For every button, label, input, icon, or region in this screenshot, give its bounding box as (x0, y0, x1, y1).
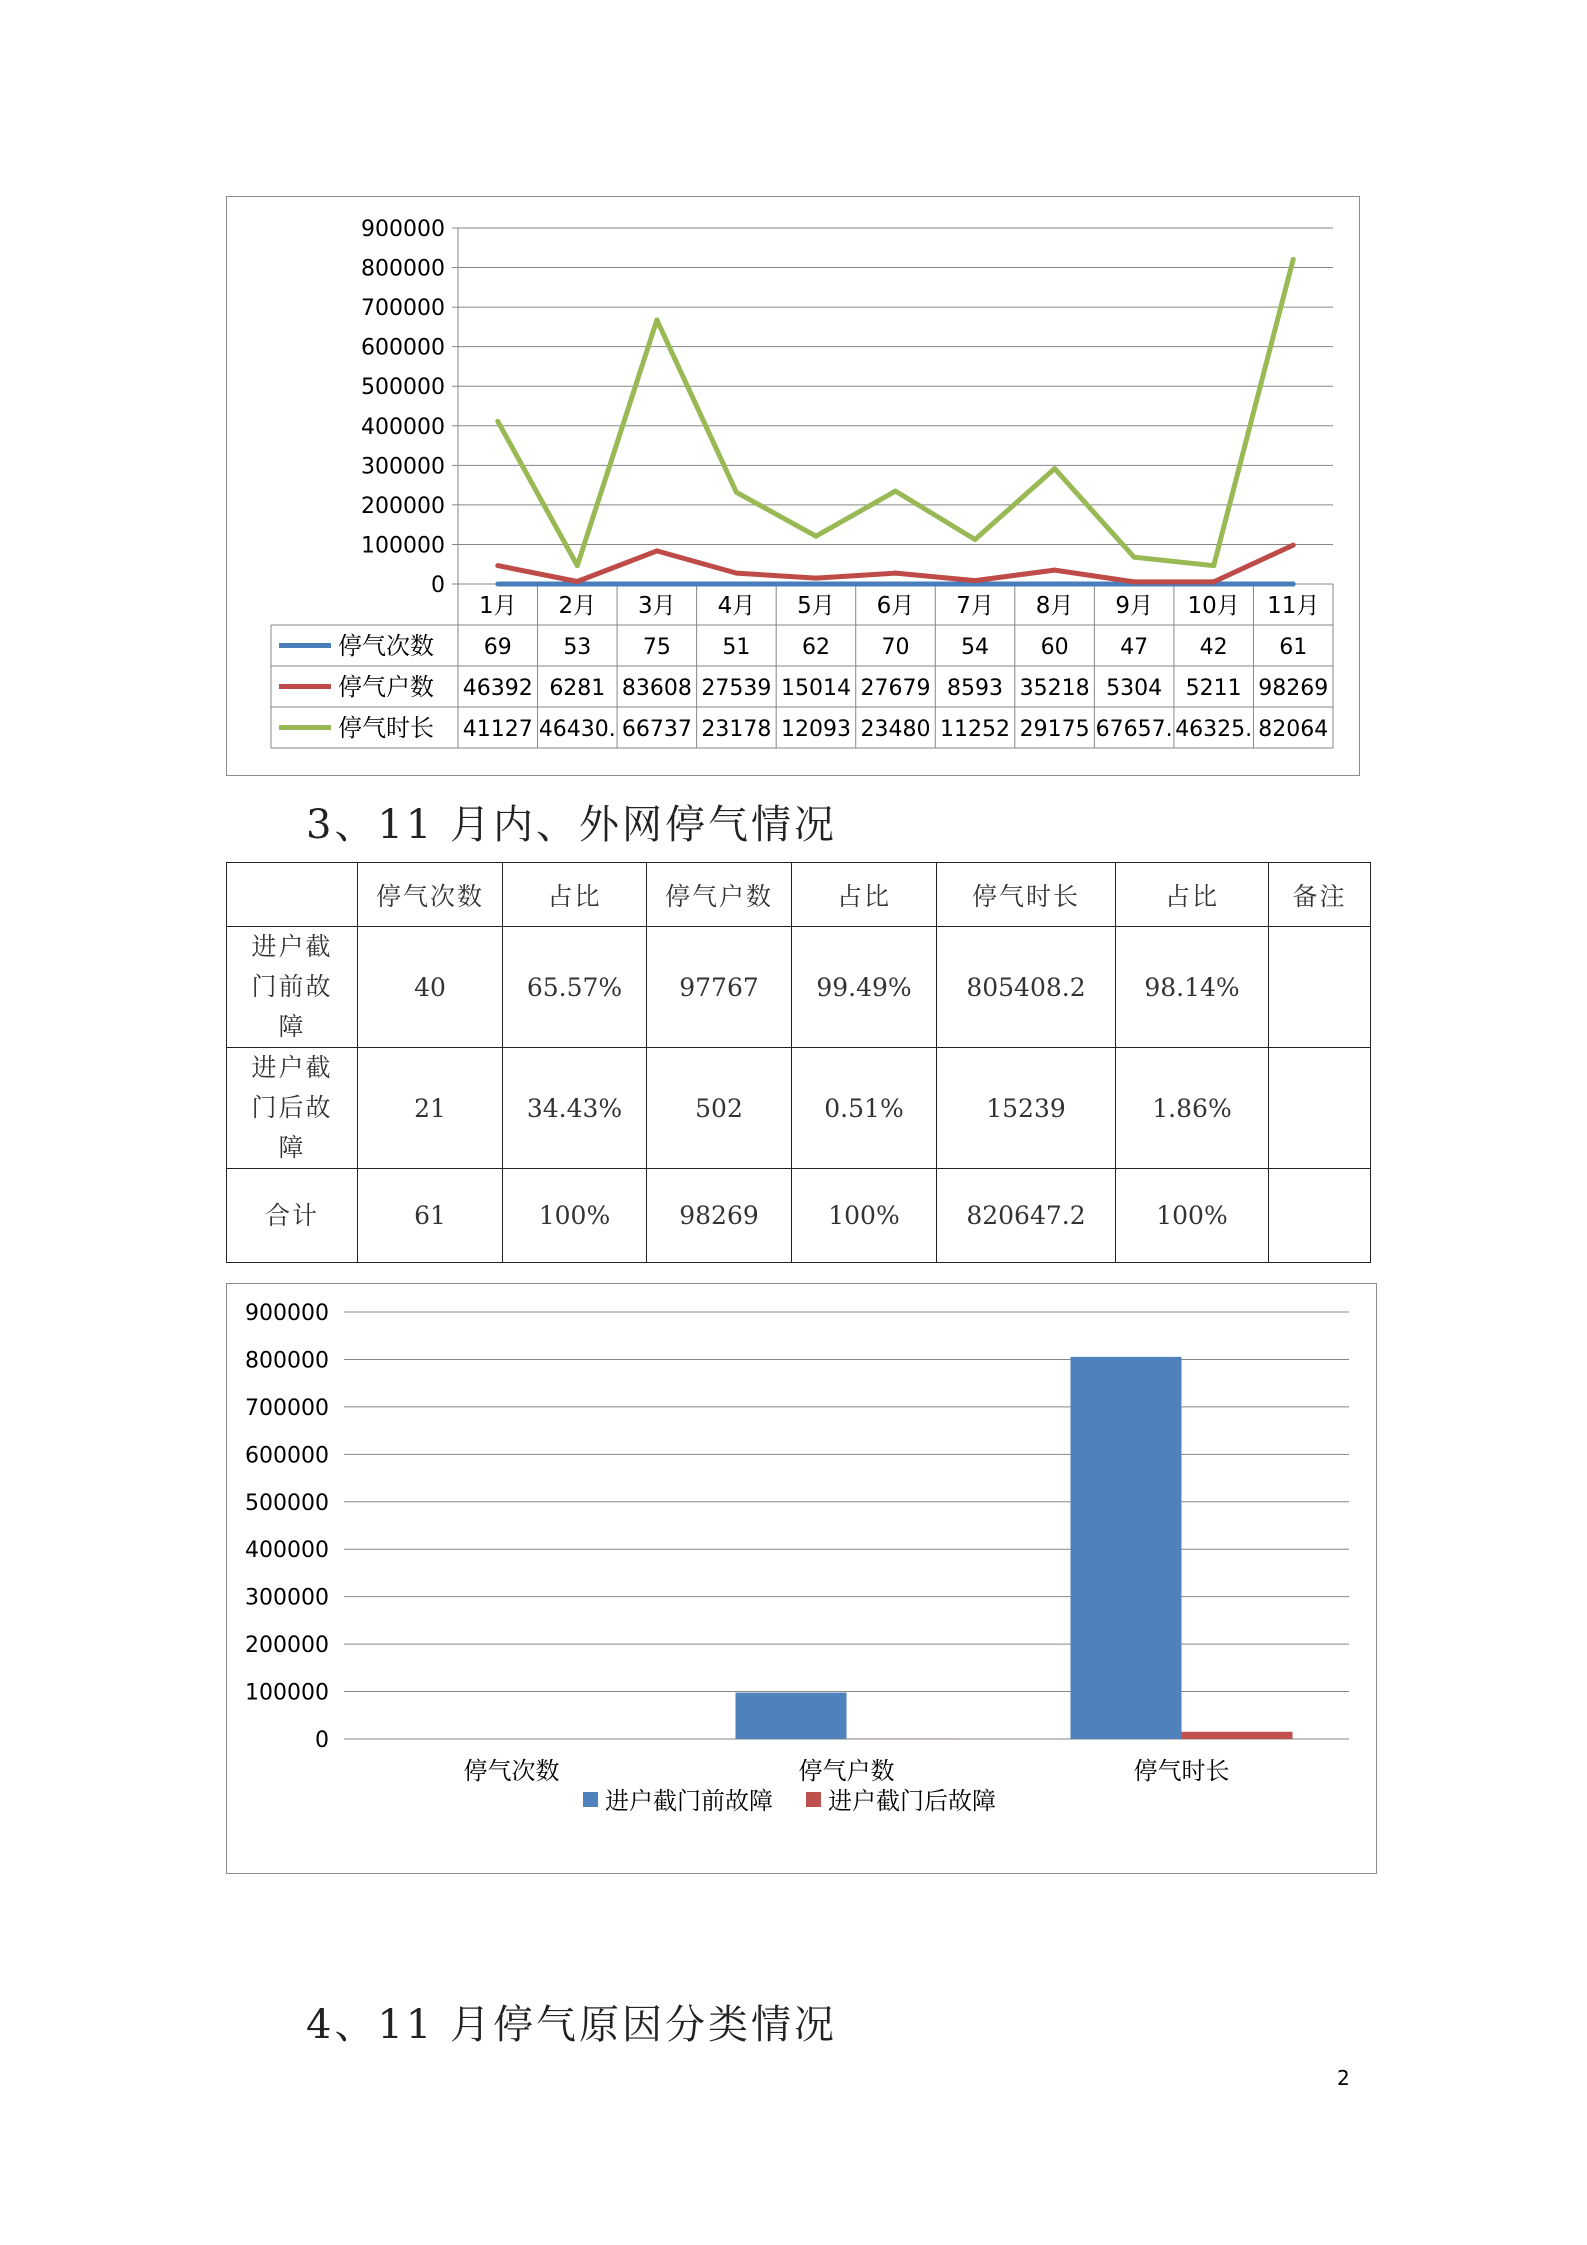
bar-2 (1182, 1732, 1293, 1739)
y-tick-label: 0 (431, 573, 445, 598)
y-tick-label: 200000 (361, 493, 445, 519)
legend-label-1: 进户截门前故障 (605, 1787, 773, 1815)
data-table-value: 53 (563, 635, 592, 660)
y-tick-label: 400000 (361, 414, 445, 440)
x-category-label: 11月 (1267, 593, 1320, 619)
data-table-value: 6281 (549, 676, 606, 701)
data-point (813, 534, 818, 539)
data-point (734, 581, 739, 586)
table-header-cell: 备注 (1269, 863, 1371, 927)
data-table-value: 5211 (1185, 676, 1242, 701)
table-header-cell (227, 863, 358, 927)
data-point (495, 581, 500, 586)
data-point (813, 581, 818, 586)
data-table-value: 15014 (780, 676, 851, 701)
data-table-value: 8593 (947, 676, 1004, 701)
table-cell: 98.14% (1116, 927, 1269, 1048)
table-cell: 61 (358, 1169, 503, 1263)
table-cell: 98269 (647, 1169, 792, 1263)
data-table-value: 46430. (538, 717, 616, 742)
y-tick-label: 900000 (245, 1301, 329, 1326)
legend-swatch-1 (583, 1792, 598, 1807)
data-point (1211, 563, 1216, 568)
table-cell: 1.86% (1116, 1048, 1269, 1169)
data-point (973, 537, 978, 542)
table-cell: 21 (358, 1048, 503, 1169)
data-point (734, 490, 739, 495)
data-point (575, 579, 580, 584)
bar-1 (1071, 1357, 1182, 1739)
row-label (227, 1169, 358, 1263)
table-cell: 99.49% (792, 927, 937, 1048)
data-point (654, 581, 659, 586)
y-tick-label: 700000 (361, 296, 445, 322)
data-table-value: 51 (722, 635, 751, 660)
data-point (575, 563, 580, 568)
table-cell: 34.43% (503, 1048, 647, 1169)
table-cell: 100% (503, 1169, 647, 1263)
data-table-value: 41127 (462, 717, 533, 742)
x-category-label: 停气时长 (1133, 1757, 1230, 1785)
table-header-cell: 停气时长 (937, 863, 1116, 927)
data-point (1052, 466, 1057, 471)
data-point (1132, 555, 1137, 560)
data-table-value: 47 (1120, 635, 1149, 660)
data-table-value: 54 (961, 635, 990, 660)
series-name-label: 停气户数 (338, 673, 434, 701)
table-row-total (227, 1169, 1371, 1263)
data-table-value: 66737 (621, 717, 692, 742)
data-table-value: 5304 (1106, 676, 1163, 701)
table-header-cell: 停气次数 (358, 863, 503, 927)
table-cell: 97767 (647, 927, 792, 1048)
y-tick-label: 900000 (361, 217, 445, 242)
legend-label-2: 进户截门后故障 (828, 1787, 996, 1815)
data-table-value: 70 (881, 635, 910, 660)
data-table-value: 27539 (701, 676, 772, 701)
table-cell: 100% (1116, 1169, 1269, 1263)
x-category-label: 7月 (956, 593, 994, 619)
x-category-label: 3月 (638, 593, 676, 619)
data-table-value: 69 (483, 635, 512, 660)
fault-location-chart (226, 1283, 1377, 1874)
row-label (227, 927, 358, 1048)
x-category-label: 9月 (1115, 593, 1153, 619)
row-label-line: 门后故 (251, 1093, 333, 1122)
monthly-outage-chart (226, 196, 1360, 776)
y-tick-label: 700000 (245, 1395, 329, 1421)
table-cell: 65.57% (503, 927, 647, 1048)
series-name-label: 停气次数 (338, 632, 434, 660)
bar-1 (736, 1693, 847, 1739)
data-point (813, 576, 818, 581)
data-table-value: 23178 (701, 717, 772, 742)
table-cell (1269, 927, 1371, 1048)
row-label-line: 合计 (264, 1200, 319, 1230)
monthly-outage-line-chart (227, 197, 1358, 774)
data-table-value: 42 (1199, 635, 1228, 660)
table-cell: 820647.2 (937, 1169, 1116, 1263)
data-table-value: 62 (801, 635, 830, 660)
data-table-value: 61 (1279, 635, 1308, 660)
data-point (1291, 581, 1296, 586)
data-table-value: 23480 (860, 717, 931, 742)
y-tick-label: 500000 (361, 375, 445, 401)
fault-location-bar-chart (227, 1284, 1375, 1872)
table-cell: 40 (358, 927, 503, 1048)
outage-stats-table-container (226, 862, 1371, 1263)
data-point (1052, 581, 1057, 586)
table-row (227, 1048, 1371, 1169)
y-tick-label: 500000 (245, 1490, 329, 1516)
table-cell: 502 (647, 1048, 792, 1169)
table-header-row (227, 863, 1371, 927)
x-category-label: 停气次数 (463, 1757, 560, 1785)
data-table-value: 27679 (860, 676, 931, 701)
data-table-value: 29175 (1019, 717, 1090, 742)
section-3-heading: 3、11 月内、外网停气情况 (306, 802, 838, 848)
series-name-label: 停气时长 (338, 714, 434, 742)
row-label-line: 障 (278, 1133, 306, 1162)
series-line-3 (498, 259, 1293, 565)
data-table-value: 83608 (621, 676, 692, 701)
x-category-label: 8月 (1035, 593, 1074, 619)
table-header-cell: 占比 (1116, 863, 1269, 927)
row-label-line: 进户截 (251, 1053, 333, 1082)
y-tick-label: 200000 (245, 1633, 329, 1659)
y-tick-label: 0 (315, 1728, 329, 1753)
table-header-cell: 停气户数 (647, 863, 792, 927)
y-tick-label: 600000 (361, 335, 445, 361)
y-tick-label: 800000 (361, 256, 445, 282)
data-point (654, 318, 659, 323)
data-table-value: 60 (1040, 635, 1069, 660)
table-cell (1269, 1048, 1371, 1169)
data-point (1132, 579, 1137, 584)
y-tick-label: 100000 (245, 1680, 329, 1706)
data-point (654, 548, 659, 553)
row-label-line: 进户截 (251, 932, 333, 961)
data-table-value: 67657. (1095, 717, 1173, 742)
data-table-value: 75 (642, 635, 671, 660)
data-point (495, 563, 500, 568)
data-table-value: 46392 (462, 676, 533, 701)
y-tick-label: 600000 (245, 1443, 329, 1469)
table-cell (1269, 1169, 1371, 1263)
x-category-label: 10月 (1187, 593, 1240, 619)
data-point (893, 581, 898, 586)
row-label-line: 门前故 (251, 972, 333, 1001)
row-label (227, 1048, 358, 1169)
x-category-label: 6月 (876, 593, 915, 619)
data-point (734, 571, 739, 576)
table-cell: 15239 (937, 1048, 1116, 1169)
row-label-line: 障 (278, 1012, 306, 1041)
y-tick-label: 800000 (245, 1348, 329, 1374)
x-category-label: 2月 (558, 593, 597, 619)
y-tick-label: 100000 (361, 533, 445, 559)
y-tick-label: 300000 (245, 1585, 329, 1611)
x-category-label: 4月 (717, 593, 756, 619)
table-row (227, 927, 1371, 1048)
data-point (893, 571, 898, 576)
table-cell: 805408.2 (937, 927, 1116, 1048)
data-table-value: 35218 (1019, 676, 1090, 701)
table-header-cell: 占比 (503, 863, 647, 927)
y-tick-label: 400000 (245, 1538, 329, 1564)
data-table-value: 11252 (940, 717, 1011, 742)
data-point (1291, 257, 1296, 262)
section-4-heading: 4、11 月停气原因分类情况 (306, 2002, 838, 2048)
data-point (973, 578, 978, 583)
x-category-label: 停气户数 (798, 1757, 895, 1785)
data-point (893, 489, 898, 494)
data-point (1211, 579, 1216, 584)
data-table-value: 98269 (1258, 676, 1329, 701)
x-category-label: 1月 (478, 593, 517, 619)
table-header-cell: 占比 (792, 863, 937, 927)
legend-swatch-2 (806, 1792, 821, 1807)
data-point (495, 419, 500, 424)
data-point (1291, 543, 1296, 548)
page-number: 2 (1337, 2066, 1350, 2090)
data-table-value: 82064 (1258, 717, 1329, 742)
table-cell: 100% (792, 1169, 937, 1263)
data-point (1052, 568, 1057, 573)
data-table-value: 46325. (1175, 717, 1253, 742)
table-cell: 0.51% (792, 1048, 937, 1169)
y-tick-label: 300000 (361, 454, 445, 480)
data-table-value: 12093 (780, 717, 851, 742)
outage-stats-table (226, 862, 1371, 1263)
x-category-label: 5月 (797, 593, 835, 619)
